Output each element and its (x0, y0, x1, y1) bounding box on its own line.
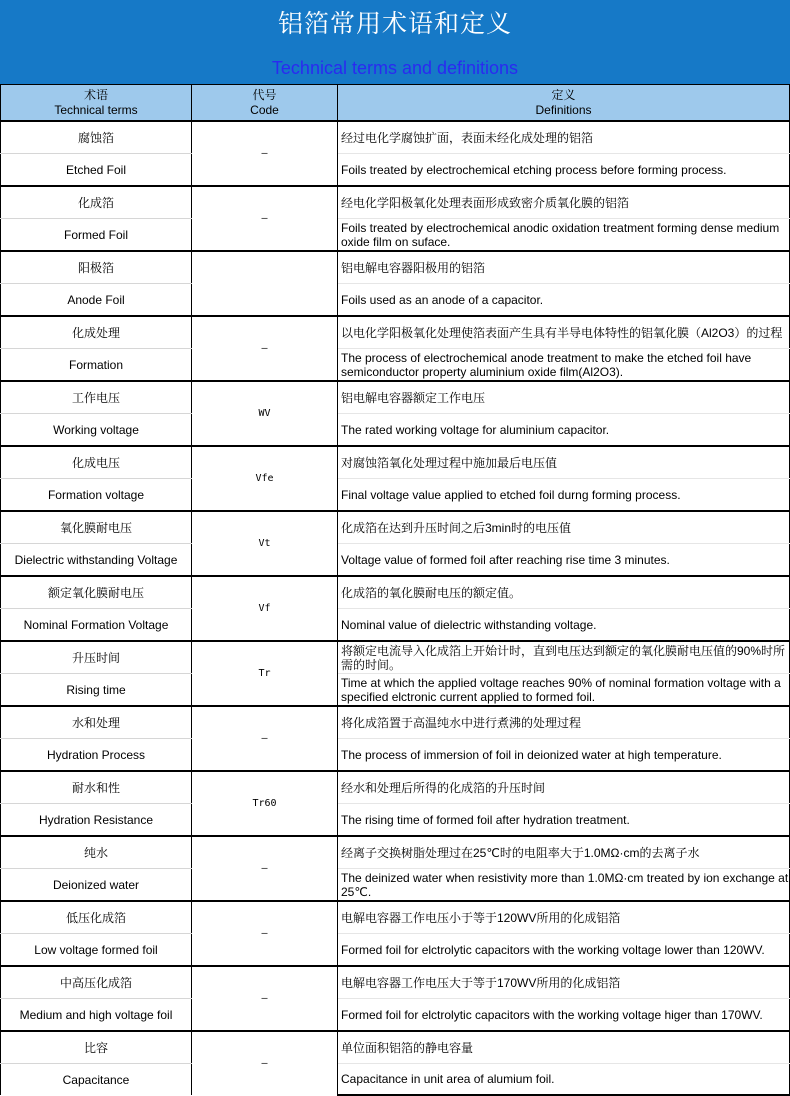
page-title-chinese: 铝箔常用术语和定义 (277, 9, 512, 38)
term-chinese: 化成电压 (1, 446, 192, 479)
table-row (1, 804, 790, 837)
definition-english: Foils used as an anode of a capacitor. (338, 284, 790, 317)
table-row (1, 446, 790, 479)
header-term: 术语 Technical terms (1, 85, 192, 122)
term-code: – (192, 186, 338, 251)
term-english: Capacitance (1, 1064, 192, 1096)
definition-chinese: 经水和处理后所得的化成箔的升压时间 (338, 771, 790, 804)
term-chinese: 额定氧化膜耐电压 (1, 576, 192, 609)
table-row (1, 316, 790, 349)
table-row (1, 251, 790, 284)
definition-english: Time at which the applied voltage reaches 90% of nominal formation voltage with a specified elctronic current applied to formed foil. (338, 674, 790, 707)
term-code: – (192, 966, 338, 1031)
definition-chinese: 经离子交换树脂处理过在25℃时的电阻率大于1.0MΩ·cm的去离子水 (338, 836, 790, 869)
table-row (1, 674, 790, 707)
table-row (1, 121, 790, 154)
definition-english: The process of electrochemical anode treatment to make the etched foil have semiconductor property aluminium oxide film(Al2O3). (338, 349, 790, 382)
term-chinese: 低压化成箔 (1, 901, 192, 934)
definition-english: Formed foil for elctrolytic capacitors with the working voltage higer than 170WV. (338, 999, 790, 1032)
header-code: 代号 Code (192, 85, 338, 122)
term-code: WV (192, 381, 338, 446)
table-row (1, 901, 790, 934)
term-code: Vt (192, 511, 338, 576)
definition-chinese: 化成箔在达到升压时间之后3min时的电压值 (338, 511, 790, 544)
term-code: Vf (192, 576, 338, 641)
term-english: Formed Foil (1, 219, 192, 252)
term-code: – (192, 706, 338, 771)
term-code: – (192, 901, 338, 966)
table-row (1, 609, 790, 642)
table-row (1, 934, 790, 967)
table-row (1, 706, 790, 739)
term-chinese: 比容 (1, 1031, 192, 1064)
definition-chinese: 电解电容器工作电压小于等于120WV所用的化成铝箔 (338, 901, 790, 934)
table-row (1, 284, 790, 317)
term-english: Hydration Process (1, 739, 192, 772)
table-row (1, 381, 790, 414)
terms-table (0, 84, 790, 1096)
table-row (1, 154, 790, 187)
table-row (1, 511, 790, 544)
definition-english: Voltage value of formed foil after reaching rise time 3 minutes. (338, 544, 790, 577)
term-code: Tr (192, 641, 338, 706)
definition-english: Final voltage value applied to etched foil durng forming process. (338, 479, 790, 512)
term-chinese: 化成箔 (1, 186, 192, 219)
term-english: Hydration Resistance (1, 804, 192, 837)
definition-english: Foils treated by electrochemical anodic oxidation treatment forming dense medium oxide film on suface. (338, 219, 790, 252)
term-chinese: 工作电压 (1, 381, 192, 414)
term-english: Deionized water (1, 869, 192, 902)
table-row (1, 1064, 790, 1096)
table-row (1, 739, 790, 772)
definition-chinese: 以电化学阳极氧化处理使箔表面产生具有半导电体特性的铝氧化膜（Al2O3）的过程 (338, 316, 790, 349)
term-chinese: 升压时间 (1, 641, 192, 674)
term-chinese: 中高压化成箔 (1, 966, 192, 999)
page-header (0, 0, 790, 84)
definition-chinese: 将化成箔置于高温纯水中进行煮沸的处理过程 (338, 706, 790, 739)
definition-chinese: 经过电化学腐蚀扩面，表面未经化成处理的铝箔 (338, 121, 790, 154)
term-chinese: 阳极箔 (1, 251, 192, 284)
table-row (1, 1031, 790, 1064)
table-row (1, 349, 790, 382)
term-code: – (192, 836, 338, 901)
term-chinese: 耐水和性 (1, 771, 192, 804)
term-english: Anode Foil (1, 284, 192, 317)
definition-chinese: 单位面积铝箔的静电容量 (338, 1031, 790, 1064)
term-code: – (192, 121, 338, 186)
term-chinese: 腐蚀箔 (1, 121, 192, 154)
definition-english: The deinized water when resistivity more than 1.0MΩ·cm treated by ion exchange at 25℃. (338, 869, 790, 902)
table-header-row (1, 85, 790, 122)
definition-english: Capacitance in unit area of alumium foil. (338, 1064, 790, 1096)
definition-chinese: 经电化学阳极氧化处理表面形成致密介质氧化膜的铝箔 (338, 186, 790, 219)
term-english: Working voltage (1, 414, 192, 447)
definition-english: Formed foil for elctrolytic capacitors with the working voltage lower than 120WV. (338, 934, 790, 967)
term-code: Tr60 (192, 771, 338, 836)
term-chinese: 纯水 (1, 836, 192, 869)
table-row (1, 414, 790, 447)
definition-chinese: 对腐蚀箔氧化处理过程中施加最后电压值 (338, 446, 790, 479)
table-row (1, 544, 790, 577)
term-english: Etched Foil (1, 154, 192, 187)
definition-chinese: 将额定电流导入化成箔上开始计时，直到电压达到额定的氧化膜耐电压值的90%时所需的时间。 (338, 641, 790, 674)
definition-chinese: 化成箔的氧化膜耐电压的额定值。 (338, 576, 790, 609)
definition-english: The rated working voltage for aluminium capacitor. (338, 414, 790, 447)
term-english: Formation (1, 349, 192, 382)
table-body (1, 121, 790, 1095)
table-row (1, 869, 790, 902)
definition-english: The process of immersion of foil in deionized water at high temperature. (338, 739, 790, 772)
term-english: Low voltage formed foil (1, 934, 192, 967)
term-english: Rising time (1, 674, 192, 707)
table-row (1, 836, 790, 869)
definition-chinese: 铝电解电容器阳极用的铝箔 (338, 251, 790, 284)
definition-chinese: 电解电容器工作电压大于等于170WV所用的化成铝箔 (338, 966, 790, 999)
header-definition: 定义 Definitions (338, 85, 790, 122)
term-chinese: 化成处理 (1, 316, 192, 349)
term-code: Vfe (192, 446, 338, 511)
definition-english: Foils treated by electrochemical etching process before forming process. (338, 154, 790, 187)
term-code: – (192, 1031, 338, 1095)
definition-english: Nominal value of dielectric withstanding voltage. (338, 609, 790, 642)
table-row (1, 479, 790, 512)
term-chinese: 氧化膜耐电压 (1, 511, 192, 544)
term-code (192, 251, 338, 316)
term-chinese: 水和处理 (1, 706, 192, 739)
table-row (1, 966, 790, 999)
table-row (1, 219, 790, 252)
term-english: Medium and high voltage foil (1, 999, 192, 1032)
page-title-english: Technical terms and definitions (271, 58, 519, 78)
term-code: – (192, 316, 338, 381)
term-english: Dielectric withstanding Voltage (1, 544, 192, 577)
table-row (1, 999, 790, 1032)
table-row (1, 576, 790, 609)
table-row (1, 641, 790, 674)
definition-english: The rising time of formed foil after hydration treatment. (338, 804, 790, 837)
term-english: Nominal Formation Voltage (1, 609, 192, 642)
table-row (1, 186, 790, 219)
table-row (1, 771, 790, 804)
definition-chinese: 铝电解电容器额定工作电压 (338, 381, 790, 414)
term-english: Formation voltage (1, 479, 192, 512)
